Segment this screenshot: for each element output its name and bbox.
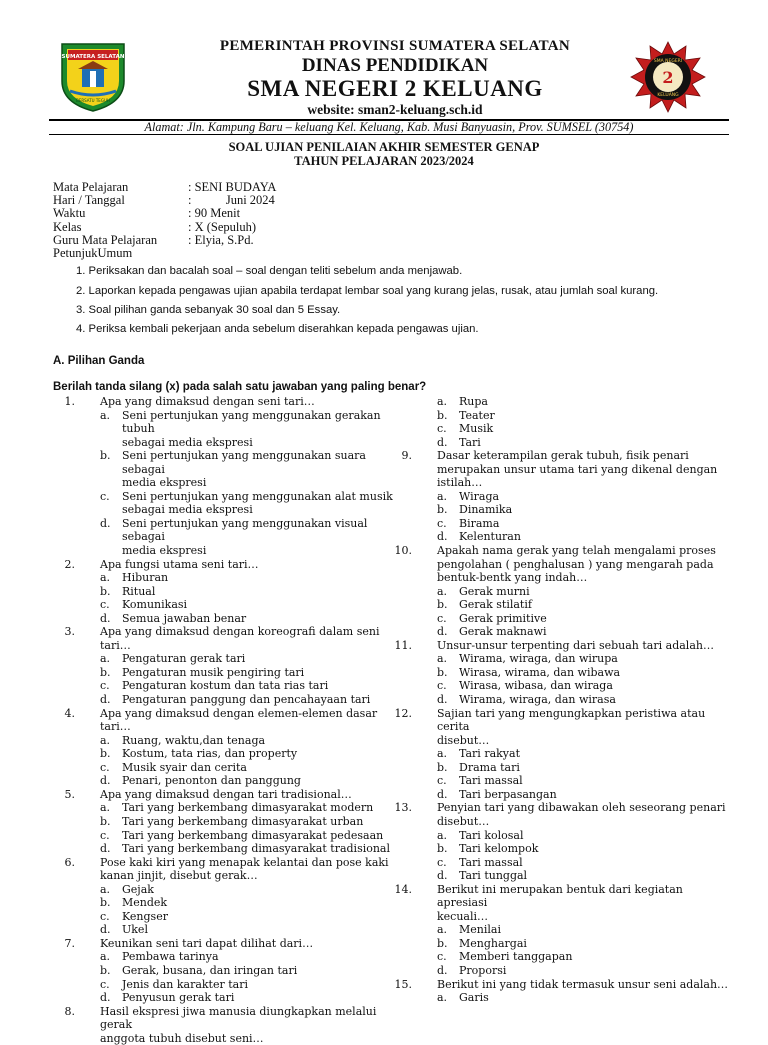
option-letter: d. <box>437 625 448 639</box>
option-letter: c. <box>437 950 447 964</box>
option-letter: c. <box>100 679 110 693</box>
option-text: Wirama, wiraga, dan wirasa <box>459 693 616 707</box>
option-text: Wirasa, wirama, dan wibawa <box>459 665 621 679</box>
logo-sumsel <box>58 41 128 113</box>
option-letter: b. <box>437 408 448 422</box>
question-item <box>390 707 735 802</box>
option-text: Seni pertunjukan yang menggunakan gerakan tubuh <box>122 408 381 436</box>
option-letter: d. <box>437 530 448 544</box>
question-text: Apa yang dimaksud dengan seni tari… <box>100 395 315 408</box>
question-text: tari… <box>100 638 131 652</box>
question-item <box>53 856 398 937</box>
option-letter: c. <box>437 679 447 693</box>
option-text: Seni pertunjukan yang menggunakan suara sebagai <box>122 449 366 476</box>
answer-option <box>53 666 398 680</box>
answer-directive: Berilah tanda silang (x) pada salah satu jawaban yang paling benar? <box>53 381 427 393</box>
answer-option <box>390 490 735 504</box>
question-number: 7. <box>64 936 75 950</box>
answer-option <box>390 747 735 761</box>
question-text: kanan jinjit, disebut gerak… <box>100 869 258 883</box>
answer-option <box>390 436 735 450</box>
answer-option <box>53 490 398 517</box>
answer-option <box>53 815 398 829</box>
answer-option <box>390 964 735 978</box>
option-text: Tari yang berkembang dimasyarakat urban <box>122 814 364 828</box>
option-text: Menilai <box>459 923 501 937</box>
answer-option <box>390 612 735 626</box>
option-letter: b. <box>437 936 448 950</box>
question-item <box>390 544 735 639</box>
question-text: Apakah nama gerak yang telah mengalami proses <box>437 544 716 558</box>
option-text: Proporsi <box>459 963 507 977</box>
question-text: Apa yang dimaksud dengan elemen-elemen dasar tari… <box>100 706 378 734</box>
question-item <box>390 801 735 882</box>
answer-option <box>390 991 735 1005</box>
answer-option <box>390 503 735 517</box>
question-text: Keunikan seni tari dapat dilihat dari… <box>100 936 314 950</box>
question-text: Unsur-unsur terpenting dari sebuah tari adalah… <box>437 638 714 652</box>
option-text: Gerak stilatif <box>459 598 532 612</box>
option-letter: d. <box>100 991 111 1005</box>
answer-option <box>390 829 735 843</box>
instruction-2: 2. Laporkan kepada pengawas ujian apabila terdapat lembar soal yang kurang jelas, rusak, atau jumlah soal kurang. <box>76 285 659 297</box>
answer-option <box>390 761 735 775</box>
question-text: Berikut ini merupakan bentuk dari kegiatan apresiasi <box>437 882 683 910</box>
answer-option <box>53 598 398 612</box>
option-letter: c. <box>100 828 110 842</box>
option-text: Gerak murni <box>459 584 530 598</box>
option-text: Kengser <box>122 909 168 923</box>
question-text: Apa yang dimaksud dengan koreografi dalam seni <box>100 625 380 639</box>
answer-option <box>390 598 735 612</box>
option-text: Kelenturan <box>459 530 521 544</box>
answer-option <box>390 950 735 964</box>
instruction-3: 3. Soal pilihan ganda sebanyak 30 soal dan 5 Essay. <box>76 304 341 316</box>
option-text: Ukel <box>122 923 148 937</box>
answer-option <box>53 517 398 558</box>
svg-text:SMA NEGERI: SMA NEGERI <box>653 59 683 64</box>
option-text: Dinamika <box>459 503 513 517</box>
question-number: 2. <box>64 557 75 571</box>
option-text: Tari tunggal <box>459 869 528 883</box>
answer-option <box>53 612 398 626</box>
question-item <box>53 558 398 626</box>
option-letter: b. <box>100 665 111 679</box>
option-text: Gerak, busana, dan iringan tari <box>122 963 298 977</box>
answer-option <box>53 761 398 775</box>
option-letter: c. <box>437 611 447 625</box>
answer-option <box>390 585 735 599</box>
question-item <box>53 625 398 706</box>
option-letter: c. <box>437 855 447 869</box>
answer-option <box>53 747 398 761</box>
option-text: Memberi tanggapan <box>459 950 573 964</box>
option-letter: d. <box>100 842 111 856</box>
question-item <box>390 978 735 1005</box>
option-letter: c. <box>100 977 110 991</box>
svg-text:KELUANG: KELUANG <box>657 93 679 98</box>
option-text: Semua jawaban benar <box>122 611 247 625</box>
exam-year: TAHUN PELAJARAN 2023/2024 <box>294 154 474 168</box>
option-letter: a. <box>437 584 448 598</box>
question-text: Penyian tari yang dibawakan oleh seseorang penari <box>437 801 726 815</box>
option-text: Menghargai <box>459 936 527 950</box>
header-government: PEMERINTAH PROVINSI SUMATERA SELATAN <box>219 38 571 54</box>
question-text: disebut… <box>437 814 490 828</box>
option-letter: a. <box>100 950 111 964</box>
answer-option <box>53 652 398 666</box>
question-number: 12. <box>394 706 412 720</box>
option-text: Tari rakyat <box>459 747 520 761</box>
answer-option <box>53 409 398 450</box>
option-text: Pengaturan kostum dan tata rias tari <box>122 679 329 693</box>
question-text: Berikut ini yang tidak termasuk unsur seni adalah… <box>437 977 729 991</box>
option-text: Tari yang berkembang dimasyarakat pedesaan <box>122 828 384 842</box>
question-number: 6. <box>64 855 75 869</box>
option-text: media ekspresi <box>122 476 207 490</box>
option-letter: d. <box>100 923 111 937</box>
option-letter: c. <box>100 909 110 923</box>
option-letter: c. <box>437 774 447 788</box>
option-text: Drama tari <box>459 760 520 774</box>
option-text: Rupa <box>459 395 488 408</box>
svg-text:SUMATERA SELATAN: SUMATERA SELATAN <box>61 54 125 60</box>
answer-option <box>390 774 735 788</box>
option-text: Komunikasi <box>122 598 188 612</box>
option-text: Gejak <box>122 882 154 896</box>
option-letter: a. <box>100 652 111 666</box>
option-text: Tari yang berkembang dimasyarakat modern <box>122 801 374 815</box>
option-text: Tari yang berkembang dimasyarakat tradisional <box>122 842 391 856</box>
question-number: 5. <box>64 787 75 801</box>
header-address: Alamat: Jln. Kampung Baru – keluang Kel. Keluang, Kab. Musi Banyuasin, Prov. SUMSEL (30754) <box>144 120 634 134</box>
svg-text:2: 2 <box>662 68 674 87</box>
option-text: Tari berpasangan <box>459 787 557 801</box>
option-letter: a. <box>437 828 448 842</box>
question-text: pengolahan ( penghalusan ) yang mengarah pada <box>437 557 714 571</box>
answer-option <box>53 991 398 1005</box>
option-letter: a. <box>437 489 448 503</box>
option-letter: a. <box>437 395 448 408</box>
question-item <box>390 395 735 449</box>
option-text: Teater <box>459 408 495 422</box>
answer-option <box>53 896 398 910</box>
answer-option <box>390 679 735 693</box>
option-text: Musik syair dan cerita <box>122 760 247 774</box>
answer-option <box>53 978 398 992</box>
option-letter: d. <box>100 611 111 625</box>
question-item <box>53 937 398 1005</box>
option-letter: c. <box>100 489 110 503</box>
option-text: Wirama, wiraga, dan wirupa <box>459 652 618 666</box>
question-text: anggota tubuh disebut seni… <box>100 1031 264 1045</box>
option-letter: a. <box>100 571 111 585</box>
question-number: 4. <box>64 706 75 720</box>
answer-option <box>53 679 398 693</box>
answer-option <box>390 530 735 544</box>
option-letter: a. <box>100 882 111 896</box>
question-text: Apa yang dimaksud dengan tari tradisional… <box>100 787 352 801</box>
option-letter: b. <box>100 747 111 761</box>
question-item <box>390 639 735 707</box>
answer-option <box>390 869 735 883</box>
option-letter: a. <box>437 923 448 937</box>
option-letter: d. <box>437 963 448 977</box>
question-number: 15. <box>394 977 412 991</box>
question-item <box>53 395 398 558</box>
option-letter: b. <box>100 963 111 977</box>
answer-option <box>53 585 398 599</box>
header-website: website: sman2-keluang.sch.id <box>307 102 483 117</box>
option-letter: b. <box>100 896 111 910</box>
option-letter: b. <box>437 598 448 612</box>
option-text: Wirasa, wibasa, dan wiraga <box>459 679 613 693</box>
option-text: Musik <box>459 422 494 436</box>
option-text: Tari <box>459 435 481 449</box>
option-text: Tari massal <box>459 774 523 788</box>
option-text: Mendek <box>122 896 168 910</box>
question-text: kecuali… <box>437 909 489 923</box>
question-text: disebut… <box>437 733 490 747</box>
option-text: Tari massal <box>459 855 523 869</box>
option-letter: d. <box>100 693 111 707</box>
answer-option <box>53 774 398 788</box>
question-number: 8. <box>64 1004 75 1018</box>
option-letter: d. <box>437 787 448 801</box>
answer-option <box>53 693 398 707</box>
option-text: Gerak maknawi <box>459 625 547 639</box>
option-letter: c. <box>100 760 110 774</box>
answer-option <box>390 652 735 666</box>
question-text: bentuk-bentk yang indah… <box>437 571 588 585</box>
option-letter: a. <box>100 733 111 747</box>
option-letter: b. <box>100 814 111 828</box>
question-number: 11. <box>394 638 412 652</box>
answer-option <box>390 666 735 680</box>
option-letter: c. <box>100 598 110 612</box>
answer-option <box>53 842 398 856</box>
option-text: sebagai media ekspresi <box>122 435 253 449</box>
answer-option <box>390 517 735 531</box>
header-school-name: SMA NEGERI 2 KELUANG <box>247 76 543 101</box>
option-text: Birama <box>459 516 500 530</box>
question-item <box>53 788 398 856</box>
header-rule-bottom <box>49 134 729 135</box>
option-letter: b. <box>100 449 111 463</box>
question-text: Sajian tari yang mengungkapkan peristiwa atau cerita <box>437 706 706 734</box>
option-letter: b. <box>100 584 111 598</box>
option-text: media ekspresi <box>122 544 207 558</box>
option-letter: b. <box>437 503 448 517</box>
question-item <box>390 883 735 978</box>
option-text: sebagai media ekspresi <box>122 503 253 517</box>
question-number: 3. <box>64 625 75 639</box>
answer-option <box>53 734 398 748</box>
answer-option <box>53 829 398 843</box>
option-letter: a. <box>100 408 111 422</box>
option-text: Pengaturan gerak tari <box>122 652 246 666</box>
question-item <box>53 707 398 788</box>
option-text: Wiraga <box>459 489 500 503</box>
option-text: Penyusun gerak tari <box>122 991 235 1005</box>
answer-option <box>53 883 398 897</box>
answer-option <box>390 395 735 409</box>
instruction-1: 1. Periksakan dan bacalah soal – soal dengan teliti sebelum anda menjawab. <box>76 265 463 277</box>
question-text: istilah… <box>437 476 483 490</box>
question-item <box>53 1005 398 1045</box>
option-text: Pembawa tarinya <box>122 950 219 964</box>
answer-option <box>390 422 735 436</box>
questions-column-right <box>390 395 735 1005</box>
questions-column-left <box>53 395 398 1045</box>
option-text: Ruang, waktu,dan tenaga <box>122 733 266 747</box>
answer-option <box>390 923 735 937</box>
section-a-heading: A. Pilihan Ganda <box>53 355 145 367</box>
answer-option <box>53 801 398 815</box>
option-text: Seni pertunjukan yang menggunakan visual sebagai <box>122 516 368 544</box>
option-letter: a. <box>100 801 111 815</box>
option-letter: a. <box>437 991 448 1005</box>
answer-option <box>390 788 735 802</box>
header-department: DINAS PENDIDIKAN <box>301 55 489 76</box>
option-text: Tari kolosal <box>459 828 524 842</box>
exam-title: SOAL UJIAN PENILAIAN AKHIR SEMESTER GENAP <box>228 140 540 154</box>
logo-school <box>628 40 708 115</box>
option-letter: a. <box>437 747 448 761</box>
option-text: Pengaturan panggung dan pencahayaan tari <box>122 693 371 707</box>
option-letter: d. <box>100 774 111 788</box>
option-letter: d. <box>437 693 448 707</box>
option-text: Hiburan <box>122 571 169 585</box>
question-number: 1. <box>64 395 75 408</box>
option-text: Pengaturan musik pengiring tari <box>122 665 305 679</box>
option-letter: d. <box>437 869 448 883</box>
option-text: Tari kelompok <box>459 842 539 856</box>
option-text: Seni pertunjukan yang menggunakan alat musik <box>122 489 393 503</box>
question-text: merupakan unsur utama tari yang dikenal dengan <box>437 462 718 476</box>
option-letter: b. <box>437 842 448 856</box>
question-number: 9. <box>401 449 412 463</box>
option-letter: b. <box>437 665 448 679</box>
instruction-4: 4. Periksa kembali pekerjaan anda sebelum diserahkan kepada pengawas ujian. <box>76 323 479 335</box>
option-letter: b. <box>437 760 448 774</box>
answer-option <box>390 693 735 707</box>
answer-option <box>390 409 735 423</box>
option-letter: a. <box>437 652 448 666</box>
option-letter: d. <box>437 435 448 449</box>
question-number: 14. <box>394 882 412 896</box>
question-text: Apa fungsi utama seni tari… <box>100 557 259 571</box>
question-number: 10. <box>394 544 412 558</box>
answer-option <box>53 950 398 964</box>
option-letter: d. <box>100 516 111 530</box>
question-text: Dasar keterampilan gerak tubuh, fisik penari <box>437 449 689 463</box>
answer-option <box>390 856 735 870</box>
option-text: Ritual <box>122 584 156 598</box>
answer-option <box>53 923 398 937</box>
answer-option <box>390 937 735 951</box>
question-text: Pose kaki kiri yang menapak kelantai dan pose kaki <box>100 855 389 869</box>
answer-option <box>53 449 398 490</box>
option-letter: c. <box>437 516 447 530</box>
answer-option <box>53 964 398 978</box>
question-number: 13. <box>394 801 412 815</box>
option-text: Jenis dan karakter tari <box>122 977 248 991</box>
answer-option <box>390 842 735 856</box>
answer-option <box>53 910 398 924</box>
option-text: Gerak primitive <box>459 611 547 625</box>
option-text: Kostum, tata rias, dan property <box>122 747 298 761</box>
answer-option <box>390 625 735 639</box>
option-text: Penari, penonton dan panggung <box>122 774 301 788</box>
question-text: Hasil ekspresi jiwa manusia diungkapkan melalui gerak <box>100 1004 377 1032</box>
option-letter: c. <box>437 422 447 436</box>
svg-text:BERSATU TEGUH: BERSATU TEGUH <box>76 98 110 103</box>
answer-option <box>53 571 398 585</box>
question-item <box>390 449 735 544</box>
option-text: Garis <box>459 991 489 1005</box>
